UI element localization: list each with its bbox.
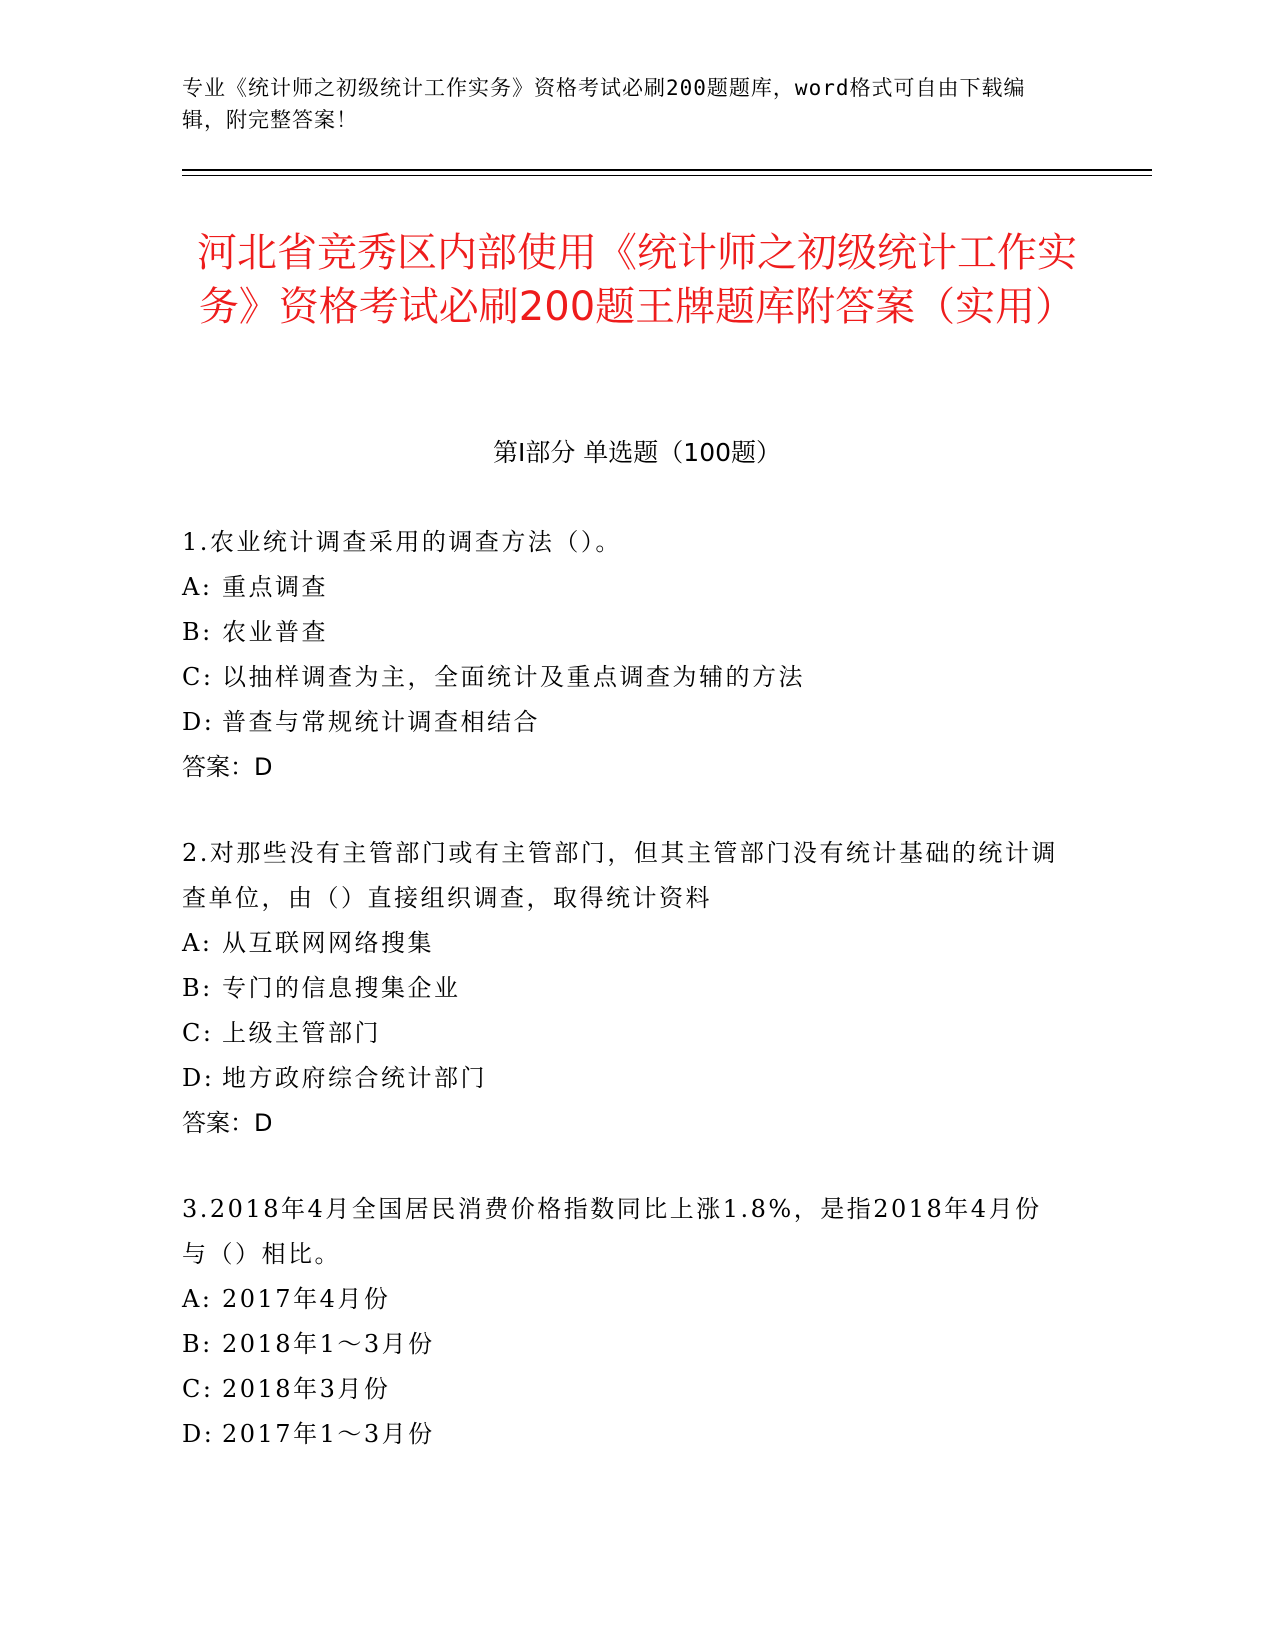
option-letter: A: (182, 573, 213, 601)
question-3 (182, 1187, 1062, 1457)
option-a (182, 1277, 1062, 1322)
option-letter: B: (182, 974, 213, 1002)
question-1 (182, 520, 1062, 790)
option-d (182, 1056, 1062, 1101)
question-stem: 2.对那些没有主管部门或有主管部门，但其主管部门没有统计基础的统计调查单位，由（）直接组织调查，取得统计资料 (182, 839, 1058, 912)
option-c (182, 1011, 1062, 1056)
question-2 (182, 831, 1062, 1146)
option-letter: B: (182, 618, 213, 646)
option-b (182, 1322, 1062, 1367)
option-text: 上级主管部门 (222, 1019, 381, 1047)
answer-line: 答案：D (182, 753, 273, 781)
option-letter: C: (182, 663, 214, 691)
option-text: 重点调查 (222, 573, 328, 601)
option-letter: B: (182, 1330, 213, 1358)
question-stem: 3.2018年4月全国居民消费价格指数同比上涨1.8%，是指2018年4月份与（）相比。 (182, 1195, 1042, 1268)
answer-line: 答案：D (182, 1109, 273, 1137)
option-c (182, 655, 1062, 700)
option-b (182, 610, 1062, 655)
question-list (182, 520, 1062, 1498)
option-d (182, 700, 1062, 745)
option-text: 2017年4月份 (222, 1285, 391, 1313)
option-a (182, 565, 1062, 610)
option-b (182, 966, 1062, 1011)
option-c (182, 1367, 1062, 1412)
option-letter: A: (182, 929, 213, 957)
option-text: 以抽样调查为主，全面统计及重点调查为辅的方法 (222, 663, 805, 691)
option-a (182, 921, 1062, 966)
option-text: 地方政府综合统计部门 (222, 1064, 487, 1092)
option-text: 专门的信息搜集企业 (222, 974, 461, 1002)
option-d (182, 1412, 1062, 1457)
option-letter: D: (182, 1064, 215, 1092)
option-letter: D: (182, 1420, 215, 1448)
option-text: 2017年1～3月份 (222, 1420, 435, 1448)
header-divider-thin (182, 175, 1152, 176)
option-text: 普查与常规统计调查相结合 (222, 708, 540, 736)
question-stem: 1.农业统计调查采用的调查方法（）。 (182, 528, 622, 556)
option-text: 2018年1～3月份 (222, 1330, 435, 1358)
option-text: 2018年3月份 (222, 1375, 391, 1403)
option-letter: A: (182, 1285, 213, 1313)
section-title: 第Ⅰ部分 单选题（100题） (492, 438, 782, 467)
header-divider (182, 169, 1152, 171)
option-letter: C: (182, 1019, 214, 1047)
option-letter: D: (182, 708, 215, 736)
option-text: 农业普查 (222, 618, 328, 646)
header-note: 专业《统计师之初级统计工作实务》资格考试必刷200题题库，word格式可自由下载编辑，附完整答案！ (182, 76, 1026, 132)
option-text: 从互联网网络搜集 (222, 929, 434, 957)
document-title: 河北省竞秀区内部使用《统计师之初级统计工作实务》资格考试必刷200题王牌题库附答案（实用） (197, 230, 1077, 330)
option-letter: C: (182, 1375, 214, 1403)
